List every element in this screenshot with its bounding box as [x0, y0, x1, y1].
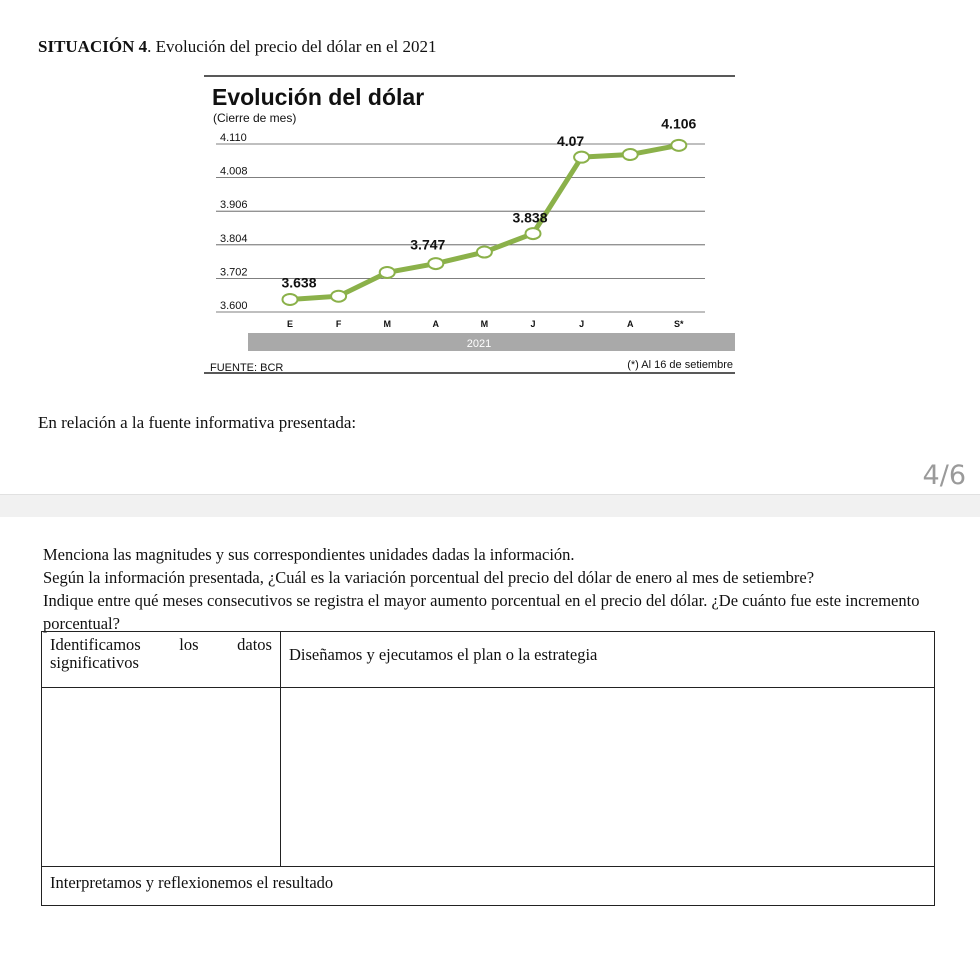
data-label: 4.07 — [556, 133, 585, 150]
data-header-word-3: datos — [237, 635, 272, 654]
x-tick-label: F — [335, 319, 342, 329]
series-line — [290, 145, 679, 299]
data-point — [574, 152, 589, 163]
x-tick-label: A — [432, 319, 440, 329]
data-point — [331, 291, 346, 302]
footnote-label: (*) Al 16 de setiembre — [627, 359, 733, 371]
result-label: Interpretamos y reflexionemos el resultado — [50, 873, 334, 892]
y-tick-label: 4.008 — [220, 165, 248, 178]
table-header-row — [42, 632, 935, 688]
data-label: 3.638 — [281, 274, 317, 291]
situation-heading: SITUACIÓN 4. Evolución del precio del dólar en el 2021 — [38, 37, 437, 56]
x-tick-label: A — [626, 319, 634, 329]
y-tick-label: 3.702 — [220, 266, 248, 279]
data-header-word-1: Identificamos — [50, 635, 141, 654]
table-answer-row — [42, 688, 935, 867]
question-1: Menciona las magnitudes y sus correspondientes unidades dadas la información. — [43, 545, 575, 564]
plan-header-cell: Diseñamos y ejecutamos el plan o la estrategia — [281, 632, 935, 688]
data-point — [623, 149, 638, 160]
y-tick-label: 3.906 — [220, 199, 248, 212]
x-tick-label: M — [480, 319, 489, 329]
data-header-cell — [42, 632, 281, 688]
page-indicator: 4/6 — [922, 460, 966, 491]
data-label: 4.106 — [661, 115, 697, 132]
x-tick-label: S* — [674, 319, 684, 329]
question-2: Según la información presentada, ¿Cuál es la variación porcentual del precio del dólar de enero al mes de setiembre? — [43, 568, 815, 587]
data-point — [428, 258, 443, 269]
chart-x-ticks — [287, 319, 684, 329]
data-point — [477, 247, 492, 258]
work-table — [41, 631, 935, 906]
chart-subtitle: (Cierre de mes) — [213, 111, 297, 125]
year-band — [248, 333, 735, 351]
data-label: 3.747 — [410, 236, 446, 253]
chart-data-labels — [281, 115, 696, 290]
dollar-chart — [200, 75, 736, 375]
data-header-word-2: los — [179, 635, 199, 654]
y-tick-label: 3.600 — [220, 300, 248, 312]
x-tick-label: J — [530, 319, 536, 329]
chart-series-line — [290, 145, 679, 299]
year-label: 2021 — [466, 338, 492, 350]
chart-svg — [200, 75, 736, 375]
y-tick-label: 3.804 — [220, 232, 248, 245]
data-header-line-2: significativos — [50, 653, 139, 672]
chart-y-ticks — [220, 132, 248, 312]
x-tick-label: E — [286, 319, 294, 329]
plan-answer-area[interactable] — [281, 688, 935, 867]
data-answer-area[interactable] — [42, 688, 281, 867]
relation-text: En relación a la fuente informativa presentada: — [38, 413, 357, 432]
chart-points — [283, 140, 687, 305]
y-tick-label: 4.110 — [220, 132, 247, 144]
data-label: 3.838 — [512, 209, 548, 226]
source-label: FUENTE: BCR — [210, 362, 284, 374]
result-cell[interactable] — [42, 867, 935, 906]
chart-title: Evolución del dólar — [212, 84, 425, 110]
x-tick-label: M — [383, 319, 391, 329]
question-3: Indique entre qué meses consecutivos se registra el mayor aumento porcentual en el precio del dólar. ¿De cuánto fue este incremento porcentual? — [43, 591, 920, 633]
x-tick-label: J — [579, 319, 585, 329]
data-point — [526, 228, 541, 239]
questions-block — [43, 543, 953, 635]
data-point — [671, 140, 686, 151]
data-point — [283, 294, 298, 305]
page-divider — [0, 494, 980, 517]
data-point — [380, 267, 395, 278]
data-header-line — [50, 636, 272, 654]
table-result-row — [42, 867, 935, 906]
